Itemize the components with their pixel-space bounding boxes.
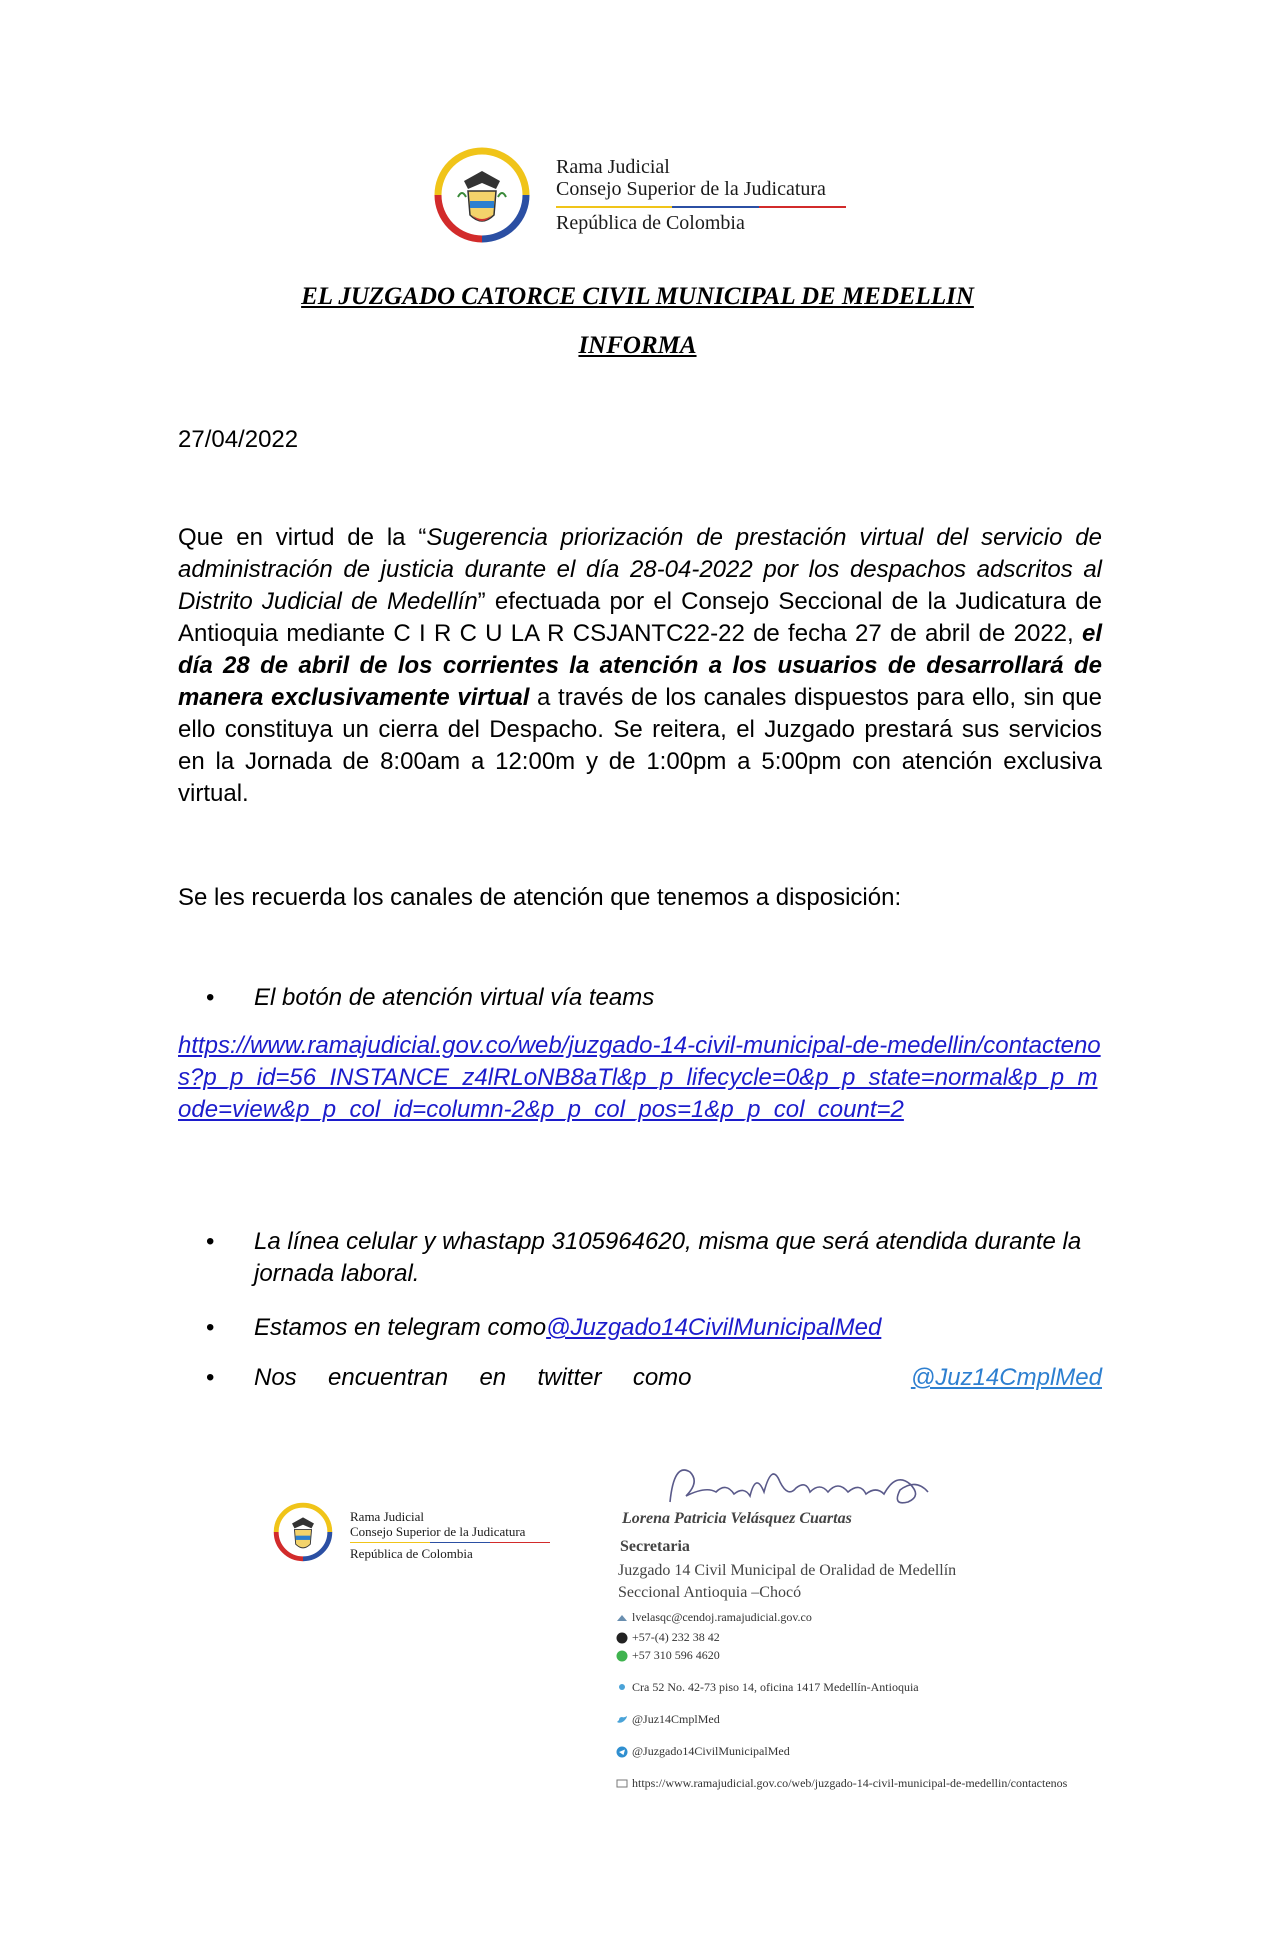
- footer-logo-line-3: República de Colombia: [350, 1545, 473, 1561]
- contact-twitter: [616, 1712, 720, 1727]
- logo-line-1: Rama Judicial: [556, 156, 670, 178]
- telegram-prefix: Estamos en telegram como: [254, 1314, 547, 1341]
- main-paragraph: [178, 522, 1102, 810]
- signer-region: Seccional Antioquia –Chocó: [618, 1584, 802, 1601]
- footer-logo-line-1: Rama Judicial: [350, 1508, 425, 1524]
- coat-of-arms-seal-icon: [418, 131, 546, 259]
- list-item-teams: [206, 982, 1102, 1014]
- contact-telegram: [616, 1744, 790, 1759]
- logo-line-2: Consejo Superior de la Judicatura: [556, 178, 826, 200]
- teams-label: El botón de atención virtual vía teams: [254, 984, 655, 1011]
- document-date: 27/04/2022: [178, 426, 299, 453]
- twitter-link[interactable]: @Juz14CmplMed: [910, 1364, 1102, 1391]
- phone-icon: [616, 1632, 628, 1644]
- bullet-icon: •: [206, 1314, 215, 1341]
- web-chat-icon: [616, 1778, 628, 1790]
- contact-phone-2: [616, 1648, 720, 1663]
- signer-court: Juzgado 14 Civil Municipal de Oralidad de Medellín: [618, 1562, 957, 1579]
- contact-phone-1: [616, 1630, 720, 1645]
- footer-logo-divider: [350, 1542, 550, 1543]
- contact-address: [616, 1680, 919, 1695]
- paragraph-part-3: ” efectuada por el Consejo Seccional de la Judicatura de Antioquia mediante C I R C U LA R CSJANTC22-22 de fecha 27 de abril de 2022,: [178, 588, 1102, 647]
- footer-seal-icon: [264, 1493, 342, 1576]
- email-text: lvelasqc@cendoj.ramajudicial.gov.co: [632, 1610, 812, 1624]
- twitter-text: @Juz14CmplMed: [632, 1712, 720, 1726]
- telegram-text: @Juzgado14CivilMunicipalMed: [632, 1744, 790, 1758]
- contact-email: [616, 1610, 812, 1625]
- address-text: Cra 52 No. 42-73 piso 14, oficina 1417 Medellín-Antioquia: [632, 1680, 919, 1694]
- teams-link[interactable]: https://www.ramajudicial.gov.co/web/juzgado-14-civil-municipal-de-medellin/contactenos?p_p_id=56_INSTANCE_z4lRLoNB8aTl&p_p_lifecycle=0&p_p_state=normal&p_p_mode=view&p_p_col_id=column-2&p_p_col_pos=1&p_p_col_count=2: [178, 1032, 1101, 1123]
- list-item-phone: [206, 1226, 1102, 1290]
- list-item-twitter: [206, 1362, 1102, 1394]
- channels-reminder: Se les recuerda los canales de atención que tenemos a disposición:: [178, 884, 902, 911]
- list-item-telegram: [206, 1312, 1102, 1344]
- email-icon: [616, 1612, 628, 1624]
- bullet-icon: •: [206, 984, 215, 1011]
- twitter-prefix: Nos encuentran en twitter como: [254, 1364, 692, 1391]
- footer-rama-judicial-logo: [264, 1493, 550, 1576]
- telegram-icon: [616, 1746, 628, 1758]
- bullet-icon: •: [206, 1228, 215, 1255]
- document-subtitle: INFORMA: [578, 332, 697, 359]
- whatsapp-icon: [616, 1650, 628, 1662]
- paragraph-part-1: Que en virtud de la “: [178, 524, 427, 551]
- signer-name: Lorena Patricia Velásquez Cuartas: [622, 1510, 852, 1527]
- phone1-text: +57-(4) 232 38 42: [632, 1630, 720, 1644]
- contact-web: [616, 1776, 1067, 1791]
- paragraph-bold-notice: el día 28 de abril de los corrientes la atención a los usuarios de desarrollará de manera exclusivamente virtual: [178, 620, 1102, 711]
- rama-judicial-logo: [418, 131, 846, 259]
- document-title: EL JUZGADO CATORCE CIVIL MUNICIPAL DE MEDELLIN: [301, 283, 974, 310]
- paragraph-italic-quote: Sugerencia priorización de prestación virtual del servicio de administración de justicia durante el día 28-04-2022 por los despachos adscritos al Distrito Judicial de Medellín: [178, 524, 1102, 615]
- logo-line-3: República de Colombia: [556, 212, 745, 234]
- telegram-link[interactable]: @Juzgado14CivilMunicipalMed: [546, 1314, 882, 1341]
- location-pin-icon: [616, 1682, 628, 1694]
- bullet-icon: •: [206, 1364, 215, 1391]
- paragraph-part-5: a través de los canales dispuestos para ello, sin que ello constituya un cierra del Despacho. Se reitera, el Juzgado prestará sus servicios en la Jornada de 8:00am a 12:00m y de 1:00pm a 5:00pm con atención exclusiva virtual.: [178, 684, 1102, 807]
- logo-divider: [556, 206, 846, 208]
- phone-text: La línea celular y whastapp 3105964620, misma que será atendida durante la jornada laboral.: [254, 1228, 1082, 1287]
- footer-logo-line-2: Consejo Superior de la Judicatura: [350, 1523, 526, 1539]
- twitter-bird-icon: [616, 1714, 628, 1726]
- teams-link-block: [178, 1030, 1108, 1126]
- phone2-text: +57 310 596 4620: [632, 1648, 720, 1662]
- web-text: https://www.ramajudicial.gov.co/web/juzgado-14-civil-municipal-de-medellin/contactenos: [632, 1776, 1068, 1790]
- signer-role: Secretaria: [620, 1538, 690, 1555]
